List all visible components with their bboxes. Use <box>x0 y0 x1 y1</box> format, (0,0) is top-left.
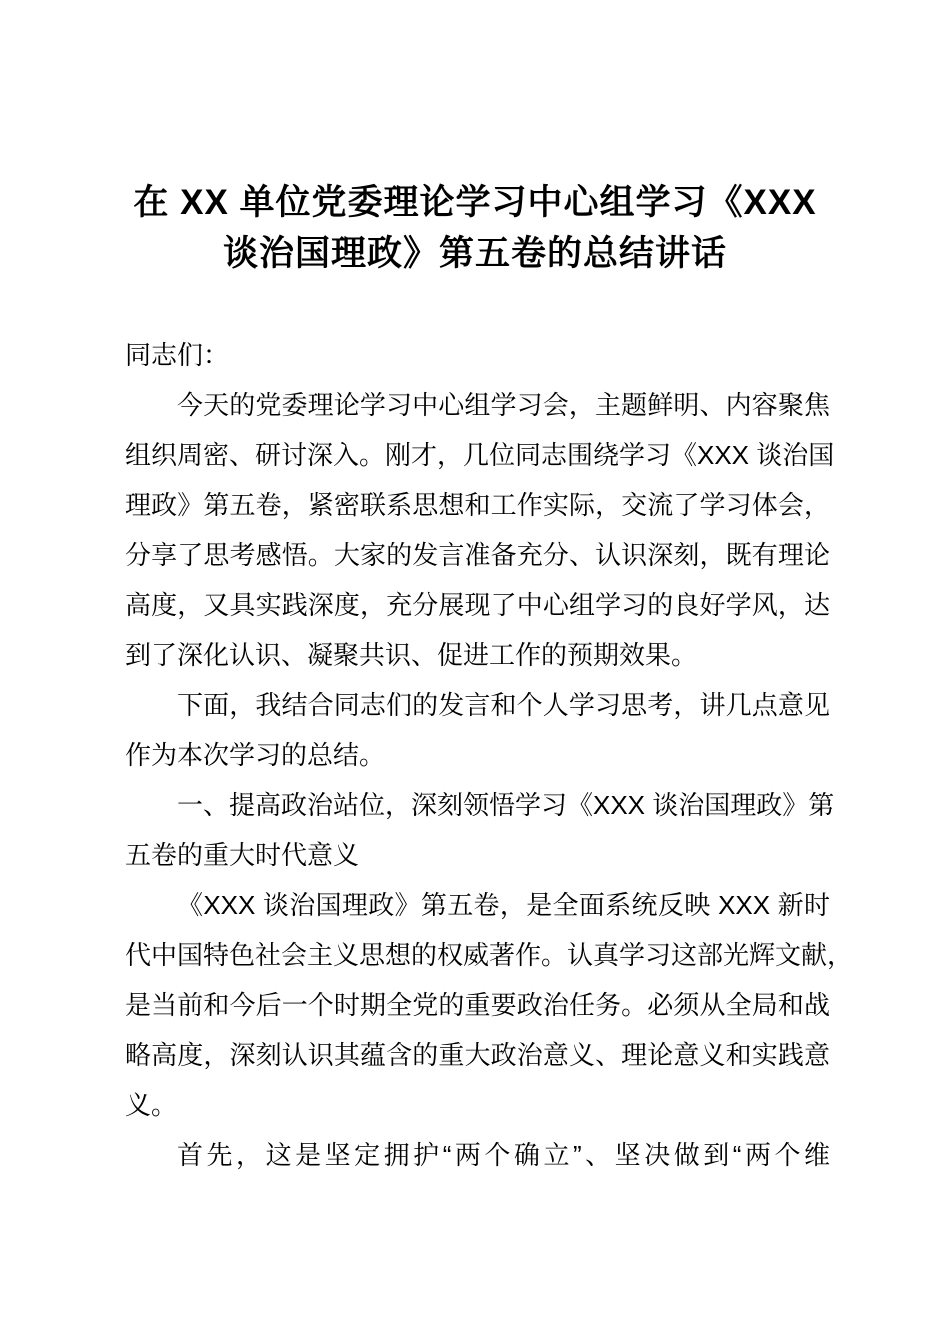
document-title-line-1: 在 XX 单位党委理论学习中心组学习《XXX <box>133 183 817 222</box>
document-line: 代中国特色社会主义思想的权威著作。认真学习这部光辉文献， <box>125 940 854 970</box>
document-line: 下面，我结合同志们的发言和个人学习思考，讲几点意见 <box>177 690 830 720</box>
document-line: 义。 <box>125 1090 178 1120</box>
document-line: 组织周密、研讨深入。刚才，几位同志围绕学习《XXX 谈治国 <box>125 440 835 470</box>
document-line: 作为本次学习的总结。 <box>125 740 386 770</box>
document-line: 《XXX 谈治国理政》第五卷，是全面系统反映 XXX 新时 <box>177 890 830 920</box>
document-title-line-2: 谈治国理政》第五卷的总结讲话 <box>222 234 727 273</box>
document-line: 是当前和今后一个时期全党的重要政治任务。必须从全局和战 <box>125 990 830 1020</box>
document-line: 五卷的重大时代意义 <box>125 840 360 870</box>
document-line: 高度，又具实践深度，充分展现了中心组学习的良好学风，达 <box>125 590 830 620</box>
document-body <box>125 330 854 1180</box>
document-line: 到了深化认识、凝聚共识、促进工作的预期效果。 <box>125 640 698 670</box>
document-line: 同志们： <box>125 340 230 370</box>
document-line: 略高度，深刻认识其蕴含的重大政治意义、理论意义和实践意 <box>125 1040 830 1070</box>
document-line: 今天的党委理论学习中心组学习会，主题鲜明、内容聚焦 <box>177 390 830 420</box>
document-line: 一、提高政治站位，深刻领悟学习《XXX 谈治国理政》第 <box>177 790 835 820</box>
document-title <box>0 177 950 279</box>
document-line: 理政》第五卷，紧密联系思想和工作实际，交流了学习体会， <box>125 490 830 520</box>
document-line: 分享了思考感悟。大家的发言准备充分、认识深刻，既有理论 <box>125 540 830 570</box>
document-line: 首先，这是坚定拥护“两个确立”、坚决做到“两个维 <box>177 1140 830 1170</box>
